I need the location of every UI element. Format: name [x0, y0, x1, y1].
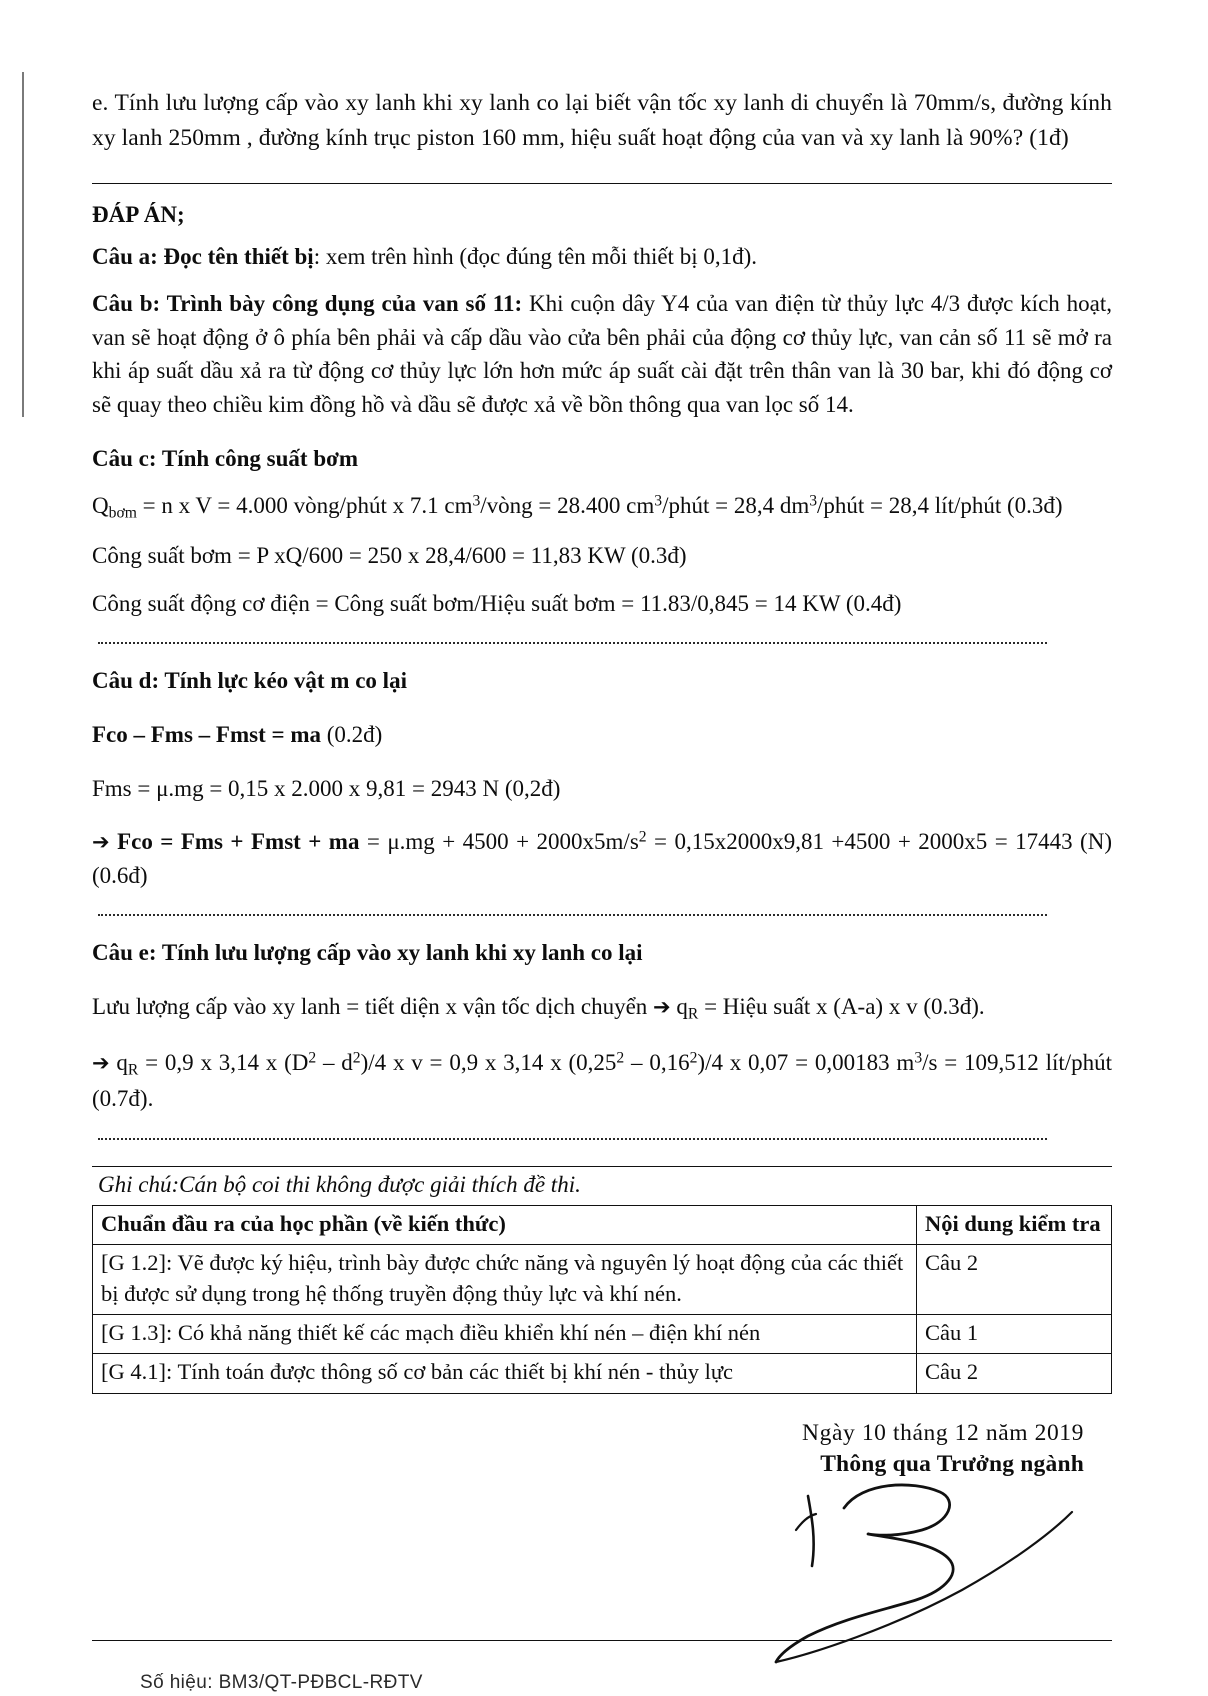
signature-role: Thông qua Trưởng ngành — [820, 1450, 1084, 1477]
answer-d-line2: Fms = μ.mg = 0,15 x 2.000 x 9,81 = 2943 N (0,2đ) — [92, 775, 561, 801]
c-sup-1: 3 — [472, 492, 481, 510]
answer-e-label: Câu e: Tính lưu lượng cấp vào xy lanh khi xy lanh co lại — [92, 940, 643, 966]
header-content: Nội dung kiểm tra — [917, 1205, 1112, 1244]
table-header-row — [93, 1205, 1112, 1244]
e2-a: q — [109, 1050, 128, 1076]
e2-d: )/4 x v = 0,9 x 3,14 x (0,25 — [360, 1050, 617, 1076]
e2-g: /s = 109,512 lít/phút (0.7đ). — [92, 1050, 1113, 1112]
answer-b-label: Câu b: Trình bày công dụng của van số 11: — [92, 291, 523, 317]
document-content — [92, 86, 1112, 1668]
outcome-cell: [G 1.2]: Vẽ được ký hiệu, trình bày được chức năng và nguyên lý hoạt động của các thiết bị được sử dụng trong hệ thống truyền động thủy lực và khí nén. — [93, 1245, 917, 1315]
answer-a — [92, 240, 1112, 274]
content-cell: Câu 2 — [917, 1245, 1112, 1315]
e2-b: = 0,9 x 3,14 x (D — [138, 1050, 309, 1076]
table-row — [93, 1354, 1112, 1393]
e2-sub-r: R — [127, 1061, 139, 1079]
c-mid-1: /vòng = 28.400 cm — [480, 493, 655, 519]
e2-sup-3: 2 — [616, 1049, 625, 1067]
arrow-icon: ➔ — [653, 994, 671, 1019]
e2-sup-4: 2 — [689, 1049, 698, 1067]
answer-a-text: : xem trên hình (đọc đúng tên mỗi thiết bị 0,1đ). — [313, 243, 757, 269]
answer-c-line3: Công suất động cơ điện = Công suất bơm/Hiệu suất bơm = 11.83/0,845 = 14 KW (0.4đ) — [92, 590, 902, 616]
answer-d-line3 — [92, 825, 1112, 892]
arrow-icon: ➔ — [92, 1051, 110, 1076]
c-sup-3: 3 — [809, 492, 818, 510]
d-formula-2: Fco = Fms + Fmst + ma — [117, 829, 360, 855]
outcome-cell: [G 1.3]: Có khả năng thiết kế các mạch điều khiển khí nén – điện khí nén — [93, 1315, 917, 1354]
d-expr-b: = 0,15x2000x9,81 +4500 + 2000x5 = 17443 (N) (0.6đ) — [92, 829, 1112, 888]
footer-divider — [92, 1640, 1112, 1641]
e2-sup-2: 2 — [352, 1049, 361, 1067]
e2-c: – d — [316, 1050, 353, 1076]
answer-e-line2 — [92, 1046, 1112, 1116]
answer-d-line1 — [92, 718, 1112, 752]
content-cell: Câu 1 — [917, 1315, 1112, 1354]
c-end: /phút = 28,4 lít/phút (0.3đ) — [817, 493, 1063, 519]
c-sup-2: 3 — [654, 492, 663, 510]
e-sub-r: R — [687, 1005, 699, 1023]
page-edge-mark — [22, 72, 24, 417]
divider-dotted-1 — [98, 642, 1047, 644]
answer-b — [92, 287, 1112, 421]
answer-c-line2: Công suất bơm = P xQ/600 = 250 x 28,4/600 = 11,83 KW (0.3đ) — [92, 543, 687, 569]
e-text-b: q — [670, 993, 688, 1019]
outcome-cell: [G 4.1]: Tính toán được thông số cơ bản các thiết bị khí nén - thủy lực — [93, 1354, 917, 1393]
d-points: (0.2đ) — [321, 722, 383, 748]
e-text-a: Lưu lượng cấp vào xy lanh = tiết diện x vận tốc dịch chuyển — [92, 993, 654, 1019]
question-e-text: e. Tính lưu lượng cấp vào xy lanh khi xy lanh co lại biết vận tốc xy lanh di chuyển là 70mm/s, đường kính xy lanh 250mm , đường kính trục piston 160 mm, hiệu suất hoạt động của van và xy lanh là 90%? (1đ) — [92, 90, 1112, 151]
table-row — [93, 1315, 1112, 1354]
divider-dotted-3 — [98, 1138, 1047, 1140]
answer-e-line1 — [92, 990, 1112, 1026]
answer-b-text: Khi cuộn dây Y4 của van điện từ thủy lực 4/3 được kích hoạt, van sẽ hoạt động ở ô phía bên phải và cấp dầu vào cửa bên phải của động cơ thủy lực, van cản số 11 sẽ mở ra khi áp suất dầu xả ra từ động cơ thủy lực lớn hơn mức áp suất cài đặt trên thân van là 30 bar, khi đó động cơ sẽ quay theo chiều kim đồng hồ và dầu sẽ được xả về bồn thông qua van lọc số 14. — [92, 291, 1112, 417]
answer-heading: ĐÁP ÁN; — [92, 202, 185, 228]
c-q-subscript: bơm — [108, 504, 137, 522]
footer-document-code: Số hiệu: BM3/QT-PĐBCL-RĐTV — [140, 1672, 423, 1693]
answer-c-label: Câu c: Tính công suất bơm — [92, 445, 359, 471]
c-mid-2: /phút = 28,4 dm — [662, 493, 810, 519]
e2-f: )/4 x 0,07 = 0,00183 m — [697, 1050, 915, 1076]
e-text-c: = Hiệu suất x (A-a) x v (0.3đ). — [698, 993, 985, 1019]
exam-note: Ghi chú:Cán bộ coi thi không được giải thích đề thi. — [98, 1171, 581, 1197]
answer-a-label: Câu a: Đọc tên thiết bị — [92, 243, 314, 269]
d-sup: 2 — [638, 828, 647, 846]
e2-sup-5: 3 — [914, 1049, 923, 1067]
e2-e: – 0,16 — [624, 1050, 690, 1076]
answer-d-label: Câu d: Tính lực kéo vật m co lại — [92, 668, 407, 694]
c-q-symbol: Q — [92, 493, 109, 519]
divider-top — [92, 183, 1112, 184]
learning-outcomes-table — [92, 1205, 1112, 1394]
arrow-icon: ➔ — [92, 830, 110, 855]
signature-date: Ngày 10 tháng 12 năm 2019 — [802, 1419, 1084, 1446]
answer-c-line1 — [92, 489, 1112, 525]
c-q-post: = n x V = 4.000 vòng/phút x 7.1 cm — [136, 493, 473, 519]
header-outcome: Chuẩn đầu ra của học phần (về kiến thức) — [93, 1205, 917, 1244]
e2-sup-1: 2 — [308, 1049, 317, 1067]
d-formula: Fco – Fms – Fmst = ma — [92, 722, 322, 748]
divider-dotted-2 — [98, 914, 1047, 916]
table-row — [93, 1245, 1112, 1315]
d-expr-a: = μ.mg + 4500 + 2000x5m/s — [359, 829, 639, 855]
signature-block — [92, 1420, 1112, 1478]
content-cell: Câu 2 — [917, 1354, 1112, 1393]
